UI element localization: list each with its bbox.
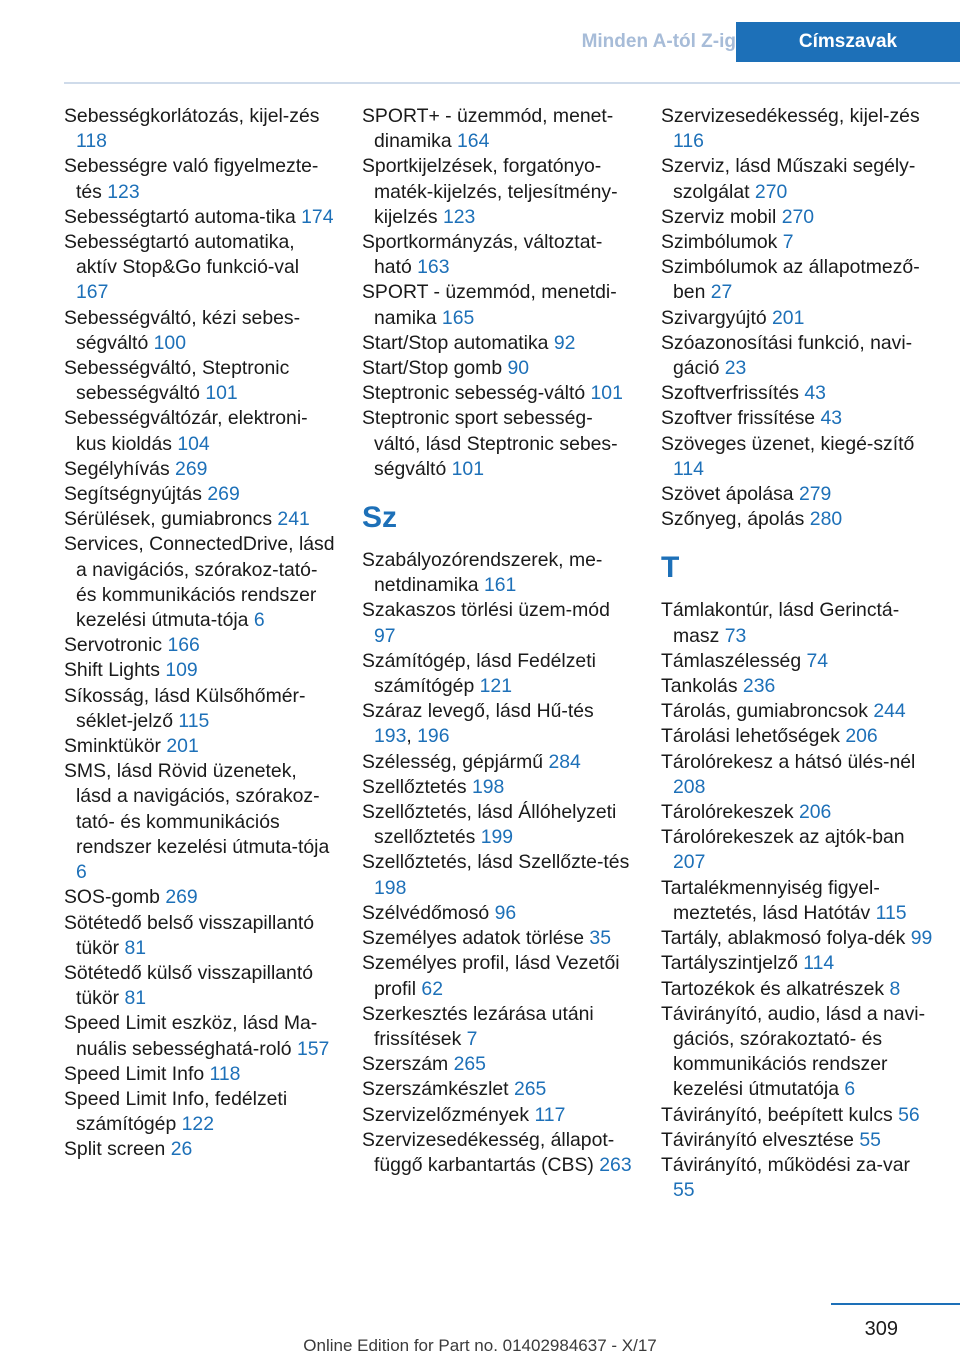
index-entry [661,876,933,926]
index-term: Szimbólumok [661,231,778,254]
index-term: Szóazonosítási funkció, navi-gáció [661,331,913,380]
index-entry [64,1137,336,1162]
index-term: Sebességkorlátozás, kijel-zés [64,105,320,127]
index-term: Speed Limit Info [64,1062,205,1085]
page-reference-link[interactable]: 104 [177,432,210,455]
index-entry [64,230,336,306]
page-reference-link[interactable]: 55 [859,1128,881,1151]
index-term: Szélesség, gépjármű [362,750,544,773]
page-reference-link[interactable]: 117 [534,1103,566,1126]
index-term: Szerszámkészlet [362,1078,509,1101]
page-reference-link[interactable]: 114 [803,952,835,975]
index-term: Sportkijelzések, forgatónyo-maték-kijelzés, teljesítmény-kijelzés [362,155,618,228]
index-entry [362,406,634,482]
page-reference-link[interactable]: 280 [809,508,843,531]
index-entry [661,724,933,749]
index-entry [64,104,336,154]
page-reference-link[interactable]: 116 [673,130,704,153]
page-reference-link[interactable]: 100 [153,331,186,354]
page-reference-link[interactable]: 35 [589,927,611,950]
index-term: Szellőztetés, lásd Állóhelyzeti szellőztetés [362,801,617,849]
page-reference-link[interactable]: 97 [374,624,396,647]
page-reference-link[interactable]: 118 [209,1062,241,1085]
index-entry [661,331,933,381]
index-entry [362,104,634,154]
section-tab[interactable]: Címszavak [736,22,960,62]
page-reference-link[interactable]: 90 [507,357,530,380]
index-term: Start/Stop gomb [362,357,503,380]
index-entry [362,699,634,749]
page-reference-link[interactable]: 165 [441,306,475,329]
page-reference-link[interactable]: 26 [170,1138,193,1161]
footer-edition: Online Edition for Part no. 01402984637 - X/17 [303,1336,657,1355]
index-entry [661,482,933,507]
page-reference-link[interactable]: 198 [471,775,505,798]
index-term: Segélyhívás [64,457,170,480]
index-term: Sötétedő belső visszapillantó tükör [64,911,315,959]
index-term: Szoftverfrissítés [661,382,799,405]
index-term: Távirányító, működési za-var [661,1153,910,1176]
index-term: Szerviz mobil [661,205,777,228]
index-term: Távirányító elvesztése [661,1128,854,1151]
index-entry [362,154,634,230]
index-entry [661,406,933,431]
index-entry [661,381,933,406]
index-entry [661,926,933,951]
index-term: Tárolás, gumiabroncsok [661,700,868,723]
index-entry [64,507,336,532]
page-reference-link[interactable]: 241 [277,508,310,531]
index-entry [661,674,933,699]
page-reference-link[interactable]: 122 [181,1113,214,1136]
page-reference-link[interactable]: 96 [494,901,517,924]
index-entry [362,598,634,648]
index-term: Támlakontúr, lásd Gerinctá-masz [661,599,900,647]
page-reference-link[interactable]: 123 [442,205,476,228]
index-term: Távirányító, beépített kulcs [661,1103,893,1126]
index-term: Szöveges üzenet, kiegé-szítő [661,432,915,455]
index-entry [362,1103,634,1128]
index-term: Tankolás [661,675,738,698]
index-entry [64,306,336,356]
index-term: Szabályozórendszerek, me-netdinamika [362,549,603,597]
index-term: SMS, lásd Rövid üzenetek, lásd a navigációs, szórakoz-tató- és kommunikációs rendszer kezelési útmuta-tója [64,760,330,858]
page-reference-link[interactable]: 43 [804,382,826,405]
index-entry [64,482,336,507]
page-reference-link[interactable]: 81 [124,987,147,1010]
header-divider [64,82,960,84]
page-header [0,22,960,62]
index-entry [661,255,933,305]
page-reference-link[interactable]: 157 [296,1037,330,1060]
page-reference-link[interactable]: 43 [820,407,843,430]
index-entry [362,951,634,1001]
index-entry [661,1103,933,1128]
index-letter-heading: T [661,551,680,585]
page-reference-link[interactable]: 193 [374,725,407,748]
page-reference-link[interactable]: 62 [421,977,443,1000]
index-entry [661,306,933,331]
page-reference-link[interactable]: 99 [910,927,933,950]
index-term: Távirányító, audio, lásd a navi-gációs, szórakoztató- és kommunikációs rendszer kezelési útmutatója [661,1002,926,1101]
index-term: Szellőztetés, lásd Szellőzte-tés [362,851,630,874]
index-entry [661,825,933,875]
index-entry [362,1052,634,1077]
page-reference-link[interactable]: 109 [165,659,198,682]
index-letter-heading: Sz [362,501,398,535]
index-term: Sebességváltó, Steptronic sebességváltó [64,357,290,405]
page-reference-link[interactable]: 56 [898,1103,920,1126]
page-reference-link[interactable]: 123 [107,180,140,203]
page-reference-link[interactable]: 206 [845,725,878,748]
page-reference-link[interactable]: 270 [781,205,815,228]
index-entry [64,633,336,658]
page-reference-link[interactable]: 208 [673,775,706,798]
index-entry [64,911,336,961]
index-entry [362,280,634,330]
page-reference-link[interactable]: 6 [76,861,87,884]
index-entry [661,951,933,976]
index-term: Szőnyeg, ápolás [661,508,805,531]
index-term: Száraz levegő, lásd Hű-tés [362,700,594,723]
index-term: Sebességtartó automatika, aktív Stop&Go funkció-val [64,231,300,279]
index-term: Számítógép, lásd Fedélzeti számítógép [362,649,596,698]
page-reference-link[interactable]: 6 [253,609,265,632]
page-reference-link[interactable]: 198 [374,876,407,899]
index-term: Steptronic sport sebesség-váltó, lásd Steptronic sebes-ségváltó [362,407,618,480]
page-reference-link[interactable]: 166 [167,634,200,657]
page-reference-link[interactable]: 101 [590,382,623,405]
index-entry [661,800,933,825]
page-reference-link[interactable]: 7 [782,231,794,254]
page-reference-link[interactable]: 73 [724,624,747,647]
index-entry [362,331,634,356]
index-term: SPORT - üzemmód, menetdi-namika [362,281,617,329]
index-entry [362,800,634,850]
index-entry [661,1153,933,1203]
index-entry [661,154,933,204]
index-term: Tárolórekeszek az ajtók-ban [661,826,905,849]
page-reference-link[interactable]: 279 [798,483,832,506]
index-entry [362,901,634,926]
page-reference-link[interactable]: 201 [166,735,199,758]
index-term: Szoftver frissítése [661,407,816,430]
index-term: Split screen [64,1138,166,1161]
index-entry [661,432,933,482]
page-reference-link[interactable]: 115 [178,709,210,732]
page-reference-link[interactable]: 7 [466,1027,478,1050]
page-reference-link[interactable]: 163 [417,256,450,279]
index-entry [64,759,336,885]
page-reference-link[interactable]: 114 [673,457,704,480]
index-term: Szervizesedékesség, állapot-függő karbantartás (CBS) [362,1128,615,1176]
page-reference-link[interactable]: 8 [889,977,901,1000]
index-entry [64,154,336,204]
page-reference-link[interactable]: 265 [513,1078,547,1101]
index-entry [661,649,933,674]
index-term: Tartályszintjelző [661,952,798,975]
index-entry [64,1062,336,1087]
index-entry [362,1128,634,1178]
index-entry [64,406,336,456]
index-term: Speed Limit eszköz, lásd Ma-nuális sebességhatá-roló [64,1012,318,1060]
index-entry [362,548,634,598]
index-entry [64,1011,336,1061]
index-term: Sebességváltózár, elektroni-kus kioldás [64,407,308,455]
page-reference-link[interactable]: 6 [844,1078,856,1101]
index-entry [661,1002,933,1103]
index-entry [64,734,336,759]
index-entry [362,381,634,406]
page-reference-link[interactable]: 161 [483,574,517,597]
index-entry [64,1087,336,1137]
index-column-1 [64,104,336,1163]
index-term: Szervizesedékesség, kijel-zés [661,105,920,127]
index-term: Szivargyújtó [661,306,767,329]
index-column-3 [661,104,933,1203]
page-reference-link[interactable]: 115 [875,901,907,924]
index-entry [64,658,336,683]
index-term: Sérülések, gumiabroncs [64,508,273,531]
page-reference-link[interactable]: 270 [754,180,788,203]
index-term: Síkosság, lásd Külsőhőmér-séklet-jelző [64,684,306,732]
index-entry [362,356,634,381]
index-term: Shift Lights [64,659,160,682]
index-term: Szerkesztés lezárása utáni frissítések [362,1002,594,1050]
index-term: Szakaszos törlési üzem-mód [362,599,610,622]
index-term: Tárolórekesz a hátsó ülés-nél [661,750,916,773]
index-entry [64,205,336,230]
index-entry [362,775,634,800]
page-reference-link[interactable]: 244 [873,700,906,723]
page-reference-link[interactable]: 269 [165,886,198,909]
page-reference-link[interactable]: 118 [76,130,107,153]
index-entry [661,230,933,255]
index-term: Szervizelőzmények [362,1103,530,1126]
index-term: Személyes profil, lásd Vezetői profil [362,952,620,1000]
index-entry [64,356,336,406]
index-entry [661,1128,933,1153]
index-entry [362,750,634,775]
page-reference-link[interactable]: 265 [453,1053,486,1076]
index-entry [661,507,933,532]
index-entry [64,532,336,633]
page-reference-link[interactable]: 206 [798,801,832,824]
page-reference-link[interactable]: 27 [710,281,733,304]
index-term: Sminktükör [64,735,161,758]
page-reference-link[interactable]: 164 [457,130,490,153]
index-entry [362,649,634,699]
index-entry [661,699,933,724]
page-number: 309 [864,1318,898,1340]
index-term: Sebességre való figyelmezte-tés [64,155,319,203]
page-reference-link[interactable]: 201 [772,306,805,329]
index-entry [661,977,933,1002]
index-entry [661,598,933,648]
footer-divider [831,1303,960,1305]
index-entry [661,205,933,230]
index-term: Steptronic sebesség-váltó [362,382,586,405]
page-reference-link[interactable]: 269 [175,457,208,480]
page-reference-link[interactable]: 196 [417,725,450,748]
index-entry [362,926,634,951]
page-reference-link[interactable]: 167 [76,281,109,304]
index-entry [362,1077,634,1102]
index-term: Sebességtartó automa-tika [64,205,296,228]
page-reference-link[interactable]: 55 [673,1179,695,1202]
index-term: Tartály, ablakmosó folya-dék [661,927,906,950]
index-term: Sötétedő külső visszapillantó tükör [64,961,313,1010]
page-reference-link[interactable]: 207 [673,851,706,874]
index-term: Speed Limit Info, fedélzeti számítógép [64,1087,288,1136]
page-reference-link[interactable]: 101 [205,382,238,405]
index-term: Servotronic [64,634,163,657]
index-term: Szövet ápolása [661,483,794,506]
page-reference-link[interactable]: 121 [479,675,512,698]
index-term: Start/Stop automatika [362,331,549,354]
index-term: Tartalékmennyiség figyel-meztetés, lásd Hatótáv [661,876,880,924]
page-reference-link[interactable]: 174 [301,205,334,228]
index-term: Szerszám [362,1053,449,1076]
index-column-2 [362,104,634,1178]
index-term: SOS-gomb [64,886,160,909]
index-term: Sportkormányzás, változtat-ható [362,231,603,279]
index-entry [64,457,336,482]
index-entry [362,230,634,280]
index-term: Services, ConnectedDrive, lásd a navigációs, szórakoz-tató- és kommunikációs rendszer kezelési útmuta-tója [64,533,335,632]
page-reference-link[interactable]: 81 [124,936,147,959]
section-title: Minden A-tól Z-ig [581,31,736,52]
index-term: Személyes adatok törlése [362,927,585,950]
index-entry [362,850,634,900]
index-term: Szerviz, lásd Műszaki segély-szolgálat [661,155,916,203]
page-reference-link[interactable]: 23 [724,357,747,380]
page-separator: , [406,725,418,748]
index-term: Sebességváltó, kézi sebes-ségváltó [64,306,301,354]
index-entry [64,961,336,1011]
index-entry [362,1002,634,1052]
page-reference-link[interactable]: 92 [553,331,576,354]
index-entry [64,684,336,734]
index-term: Szimbólumok az állapotmező-ben [661,256,920,304]
page-reference-link[interactable]: 263 [599,1153,632,1176]
page-reference-link[interactable]: 199 [480,826,514,849]
index-entry [661,750,933,800]
index-term: Szélvédőmosó [362,901,490,924]
page-reference-link[interactable]: 101 [451,457,484,480]
index-term: SPORT+ - üzemmód, menet-dinamika [362,105,614,153]
index-term: Tárolási lehetőségek [661,725,840,748]
page-reference-link[interactable]: 236 [742,675,776,698]
index-term: Tárolórekeszek [661,801,794,824]
page-reference-link[interactable]: 269 [207,483,240,506]
index-term: Támlaszélesség [661,649,802,672]
index-term: Szellőztetés [362,775,467,798]
index-term: Tartozékok és alkatrészek [661,977,885,1000]
page-reference-link[interactable]: 74 [806,649,829,672]
page-reference-link[interactable]: 284 [548,750,581,773]
index-entry [661,104,933,154]
index-entry [64,885,336,910]
index-term: Segítségnyújtás [64,483,202,506]
